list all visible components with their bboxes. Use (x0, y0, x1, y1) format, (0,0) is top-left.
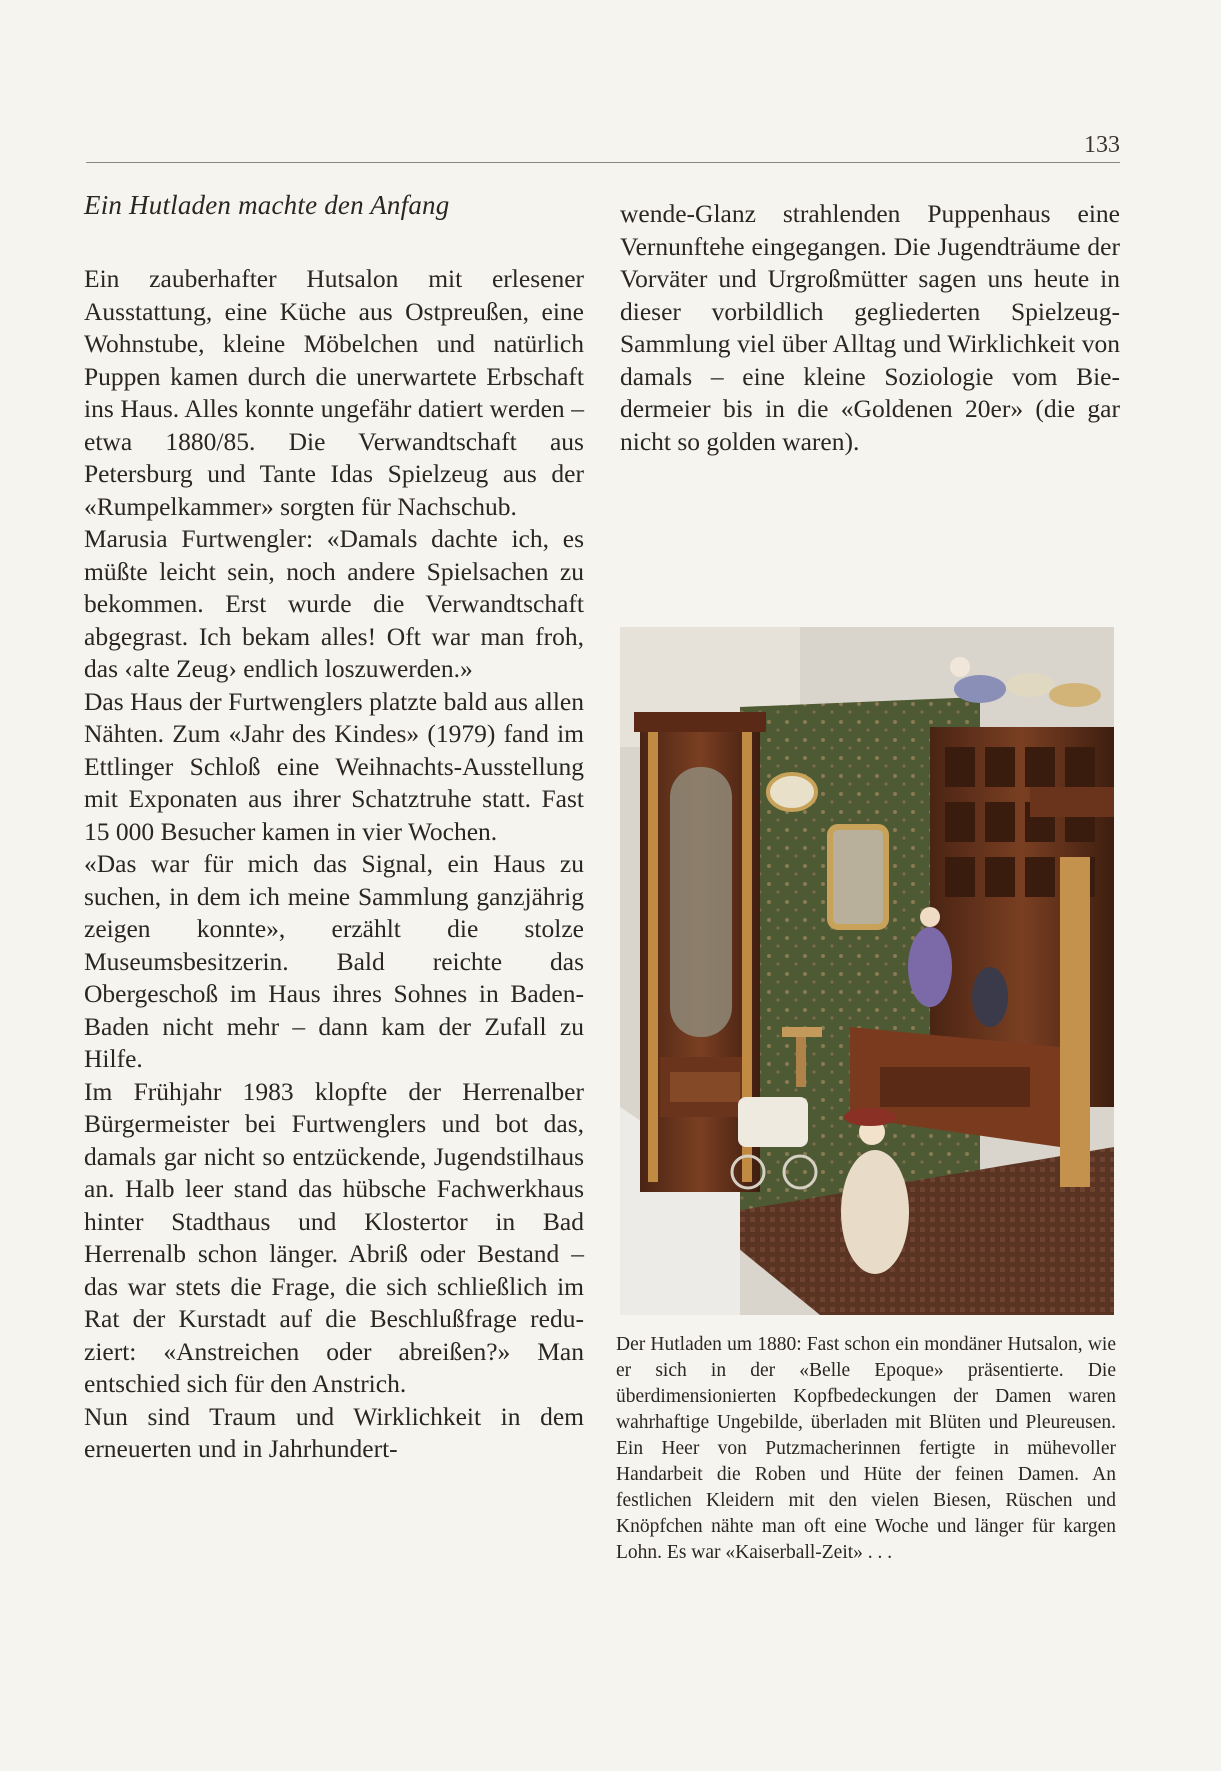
page-number: 133 (1084, 132, 1120, 158)
section-heading: Ein Hutladen machte den Anfang (84, 190, 450, 220)
paragraph: Marusia Furtwengler: «Damals dachte ich, es müßte leicht sein, noch andere Spielsachen zu bekommen. Erst wurde die Verwandtschaft abgegrast. Ich bekam alles! Oft war man froh, das ‹alte Zeug› endlich loszuwerden.» (84, 524, 584, 683)
paragraph: wende-Glanz strahlenden Puppenhaus eine Vernunftehe eingegangen. Die Jugendträume der Vorväter und Urgroßmütter sagen uns heute in dieser vorbildlich gegliederten Spielzeug-Sammlung viel über Alltag und Wirklichkeit von damals – eine kleine Soziologie vom Biedermeier bis in die «Goldenen 20er» (die gar nicht so golden waren). (620, 199, 1120, 456)
right-column (620, 198, 1120, 458)
right-body-text (620, 198, 1120, 458)
figure-caption: Der Hutladen um 1880: Fast schon ein mondäner Hutsalon, wie er sich in der «Belle Epoque» präsentierte. Die überdimensionierten Kopfbedeckungen der Damen waren wahrhaftige Ungebilde, überladen mit Blüten und Pleureusen. Ein Heer von Putzmacherinnen fertigte in mühevoller Handarbeit die Roben und Hüte der feinen Damen. An festlichen Kleidern mit den vielen Biesen, Rüschen und Knöpfchen nähte man oft eine Woche und länger für kargen Lohn. Es war «Kaiserball-Zeit» . . . (616, 1334, 1116, 1563)
paragraph: Das Haus der Furtwenglers platzte bald aus allen Nähten. Zum «Jahr des Kindes» (1979) fand im Ettlinger Schloß eine Weihnachts-Ausstellung mit Exponaten aus ihrer Schatztruhe statt. Fast 15 000 Besucher kamen in vier Wochen. (84, 686, 584, 846)
paragraph: Ein zauberhafter Hutsalon mit erlesener Ausstattung, eine Küche aus Ostpreußen, eine Wohnstube, kleine Möbelchen und natürlich Puppen kamen durch die unerwartete Erbschaft ins Haus. Alles konnte ungefähr datiert werden – etwa 1880/85. Die Verwandtschaft aus Petersburg und Tante Idas Spielzeug aus der «Rumpelkammer» sorgten für Nachschub. (84, 264, 584, 521)
paragraph: Nun sind Traum und Wirklichkeit in dem erneuerten und in Jahrhundert- (84, 1401, 584, 1463)
paragraph: «Das war für mich das Signal, ein Haus zu suchen, in dem ich meine Sammlung ganzjährig zeigen konnte», erzählt die stolze Museumsbesitzerin. Bald reichte das Obergeschoß im Haus ihres Sohnes in Baden-Baden nicht mehr – dann kam der Zufall zu Hilfe. (84, 849, 584, 1073)
dollhouse-hat-shop-photo (620, 627, 1114, 1315)
header-rule (86, 162, 1120, 163)
left-body-text (84, 263, 584, 1466)
paragraph: Im Frühjahr 1983 klopfte der Herrenalber Bürgermeister bei Furtwenglers und bot das, damals gar nicht so entzückende, Jugendstilhaus an. Halb leer stand das hübsche Fachwerkhaus hinter Stadthaus und Klostertor in Bad Herrenalb schon länger. Abriß oder Bestand – das war stets die Frage, die sich schließlich im Rat der Kurstadt auf die Beschlußfrage reduziert: «Anstreichen oder abreißen?» Man entschied sich für den Anstrich. (84, 1076, 584, 1398)
left-column (84, 190, 584, 1466)
